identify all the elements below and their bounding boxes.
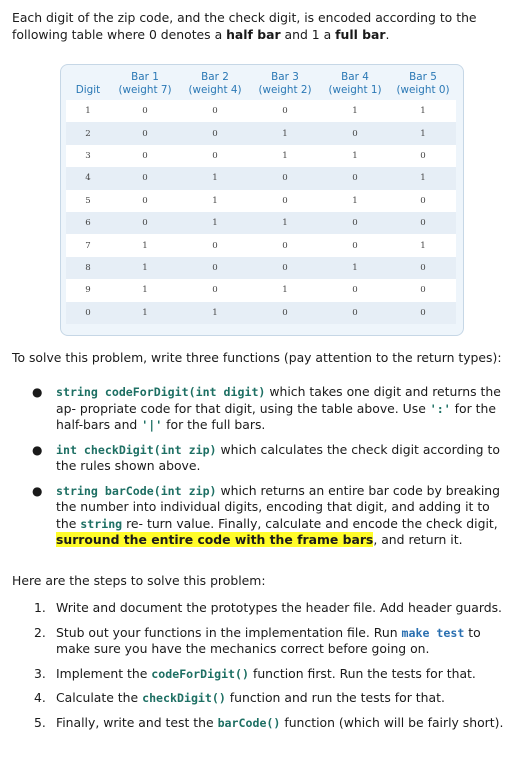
- digit-cell: 8: [66, 257, 110, 279]
- bar-cell: 0: [250, 190, 320, 212]
- bar-cell: 0: [180, 279, 250, 301]
- bar-cell: 0: [250, 302, 320, 324]
- function-description: which calculates the check digit according to the rules shown above.: [56, 441, 500, 473]
- intro-text: Each digit of the zip code, and the check digit, is encoded according to the following table where 0 denotes a: [12, 10, 477, 42]
- step-text: Finally, write and test the: [56, 714, 218, 730]
- list-item: [32, 600, 514, 617]
- header-bar-3: Bar 3 (weight 2): [258, 70, 312, 96]
- intro-paragraph: [12, 9, 517, 43]
- bar-cell: 0: [320, 167, 390, 189]
- bar-cell: 0: [110, 145, 180, 167]
- inline-code: string: [80, 516, 123, 531]
- function-description: which returns an entire bar code by breaking the number into individual digits, encoding that digit, and adding it to the: [56, 482, 501, 531]
- list-item: [32, 666, 514, 683]
- function-signature: string barCode(int zip): [56, 483, 217, 498]
- bar-cell: 1: [320, 145, 390, 167]
- bar-cell: 0: [390, 302, 456, 324]
- half-bar-term: half bar: [226, 27, 281, 42]
- function-signature: int checkDigit(int zip): [56, 442, 217, 457]
- bar-cell: 1: [320, 190, 390, 212]
- function-description: for the half-bars and: [56, 400, 496, 432]
- list-item: [32, 384, 514, 434]
- table-row: [66, 100, 456, 122]
- inline-code: '|': [141, 418, 163, 432]
- bullet-icon: ●: [32, 442, 43, 457]
- bar-cell: 0: [110, 212, 180, 234]
- digit-cell: 4: [66, 167, 110, 189]
- steps-heading: Here are the steps to solve this problem:: [12, 573, 266, 588]
- encoding-table: [66, 67, 456, 324]
- header-bar-2: Bar 2 (weight 4): [188, 70, 242, 96]
- table-row: [66, 190, 456, 212]
- header-bar-4: Bar 4 (weight 1): [328, 70, 382, 96]
- bar-cell: 0: [110, 190, 180, 212]
- header-bar-5: Bar 5 (weight 0): [396, 70, 450, 96]
- digit-cell: 5: [66, 190, 110, 212]
- list-item: [32, 625, 514, 658]
- inline-code: barCode(): [217, 715, 281, 730]
- bar-cell: 1: [180, 302, 250, 324]
- steps-list: [32, 600, 514, 739]
- bar-cell: 1: [250, 122, 320, 144]
- bar-cell: 1: [320, 100, 390, 122]
- bar-cell: 0: [250, 257, 320, 279]
- bar-cell: 1: [390, 234, 456, 256]
- header-digit: Digit: [75, 83, 101, 96]
- inline-code: checkDigit(): [142, 691, 226, 705]
- inline-code: make test: [401, 625, 465, 640]
- digit-cell: 9: [66, 279, 110, 301]
- digit-cell: 6: [66, 212, 110, 234]
- function-signature: string codeForDigit(int digit): [56, 385, 266, 399]
- table-row: [66, 122, 456, 144]
- bar-cell: 1: [180, 190, 250, 212]
- function-description: re- turn value. Finally, calculate and encode the check digit,: [122, 515, 498, 531]
- bar-cell: 0: [320, 279, 390, 301]
- step-number: 5.: [34, 714, 46, 730]
- bar-cell: 1: [390, 167, 456, 189]
- bar-cell: 0: [180, 100, 250, 122]
- bar-cell: 0: [390, 257, 456, 279]
- table-row: [66, 234, 456, 256]
- highlighted-text: surround the entire code with the frame bars: [56, 532, 374, 547]
- step-number: 2.: [34, 624, 46, 640]
- step-text: Write and document the prototypes the header file. Add header guards.: [56, 600, 502, 615]
- encoding-table-panel: [60, 64, 464, 336]
- bar-cell: 1: [110, 257, 180, 279]
- bar-cell: 0: [180, 122, 250, 144]
- bar-cell: 0: [390, 190, 456, 212]
- bullet-icon: ●: [32, 483, 43, 498]
- function-description: which takes one digit and returns the ap- propriate code for that digit, using the table above. Use: [56, 384, 501, 416]
- function-description: for the full bars.: [162, 417, 266, 432]
- bar-cell: 0: [180, 257, 250, 279]
- bar-cell: 0: [110, 122, 180, 144]
- intro-end: .: [385, 27, 390, 42]
- table-row: [66, 167, 456, 189]
- bar-cell: 1: [250, 279, 320, 301]
- bar-cell: 1: [110, 279, 180, 301]
- list-item: [32, 483, 514, 549]
- bar-cell: 1: [180, 212, 250, 234]
- table-row: [66, 145, 456, 167]
- digit-cell: 2: [66, 122, 110, 144]
- digit-cell: 1: [66, 100, 110, 122]
- step-number: 1.: [34, 600, 46, 615]
- digit-cell: 0: [66, 302, 110, 324]
- bar-cell: 0: [320, 234, 390, 256]
- bar-cell: 0: [390, 212, 456, 234]
- bar-cell: 0: [320, 212, 390, 234]
- inline-code: ':': [429, 401, 451, 416]
- header-bar-1: Bar 1 (weight 7): [118, 70, 172, 96]
- bar-cell: 0: [250, 100, 320, 122]
- bar-cell: 0: [180, 234, 250, 256]
- bar-cell: 1: [250, 145, 320, 167]
- step-text: to make sure you have the mechanics correct before going on.: [56, 624, 481, 656]
- step-text: function (which will be fairly short).: [280, 714, 504, 730]
- step-number: 4.: [34, 690, 46, 705]
- list-item: [32, 690, 514, 707]
- step-number: 3.: [34, 665, 46, 681]
- function-description: , and return it.: [373, 532, 463, 547]
- bar-cell: 1: [390, 100, 456, 122]
- table-row: [66, 212, 456, 234]
- intro-and: and 1 a: [280, 27, 336, 42]
- bar-cell: 0: [320, 122, 390, 144]
- table-body: [66, 100, 456, 324]
- inline-code: codeForDigit(): [151, 666, 250, 681]
- table-row: [66, 279, 456, 301]
- list-item: [32, 715, 514, 732]
- table-row: [66, 302, 456, 324]
- table-row: [66, 257, 456, 279]
- functions-list: [32, 384, 514, 557]
- step-text: Calculate the: [56, 690, 143, 705]
- bar-cell: 0: [320, 302, 390, 324]
- step-text: Implement the: [56, 665, 152, 681]
- step-text: function and run the tests for that.: [225, 690, 445, 705]
- bar-cell: 0: [390, 279, 456, 301]
- bar-cell: 0: [250, 167, 320, 189]
- step-text: Stub out your functions in the implementation file. Run: [56, 624, 402, 640]
- bar-cell: 0: [180, 145, 250, 167]
- bar-cell: 1: [390, 122, 456, 144]
- bar-cell: 1: [320, 257, 390, 279]
- bar-cell: 0: [390, 145, 456, 167]
- bullet-icon: ●: [32, 385, 43, 399]
- digit-cell: 7: [66, 234, 110, 256]
- bar-cell: 1: [180, 167, 250, 189]
- bar-cell: 1: [250, 212, 320, 234]
- list-item: [32, 442, 514, 475]
- bar-cell: 1: [110, 234, 180, 256]
- table-header-row: [66, 67, 456, 100]
- bar-cell: 1: [110, 302, 180, 324]
- step-text: function first. Run the tests for that.: [249, 665, 476, 681]
- functions-heading: To solve this problem, write three functions (pay attention to the return types):: [12, 350, 502, 365]
- bar-cell: 0: [110, 100, 180, 122]
- digit-cell: 3: [66, 145, 110, 167]
- full-bar-term: full bar: [335, 27, 386, 42]
- bar-cell: 0: [250, 234, 320, 256]
- bar-cell: 0: [110, 167, 180, 189]
